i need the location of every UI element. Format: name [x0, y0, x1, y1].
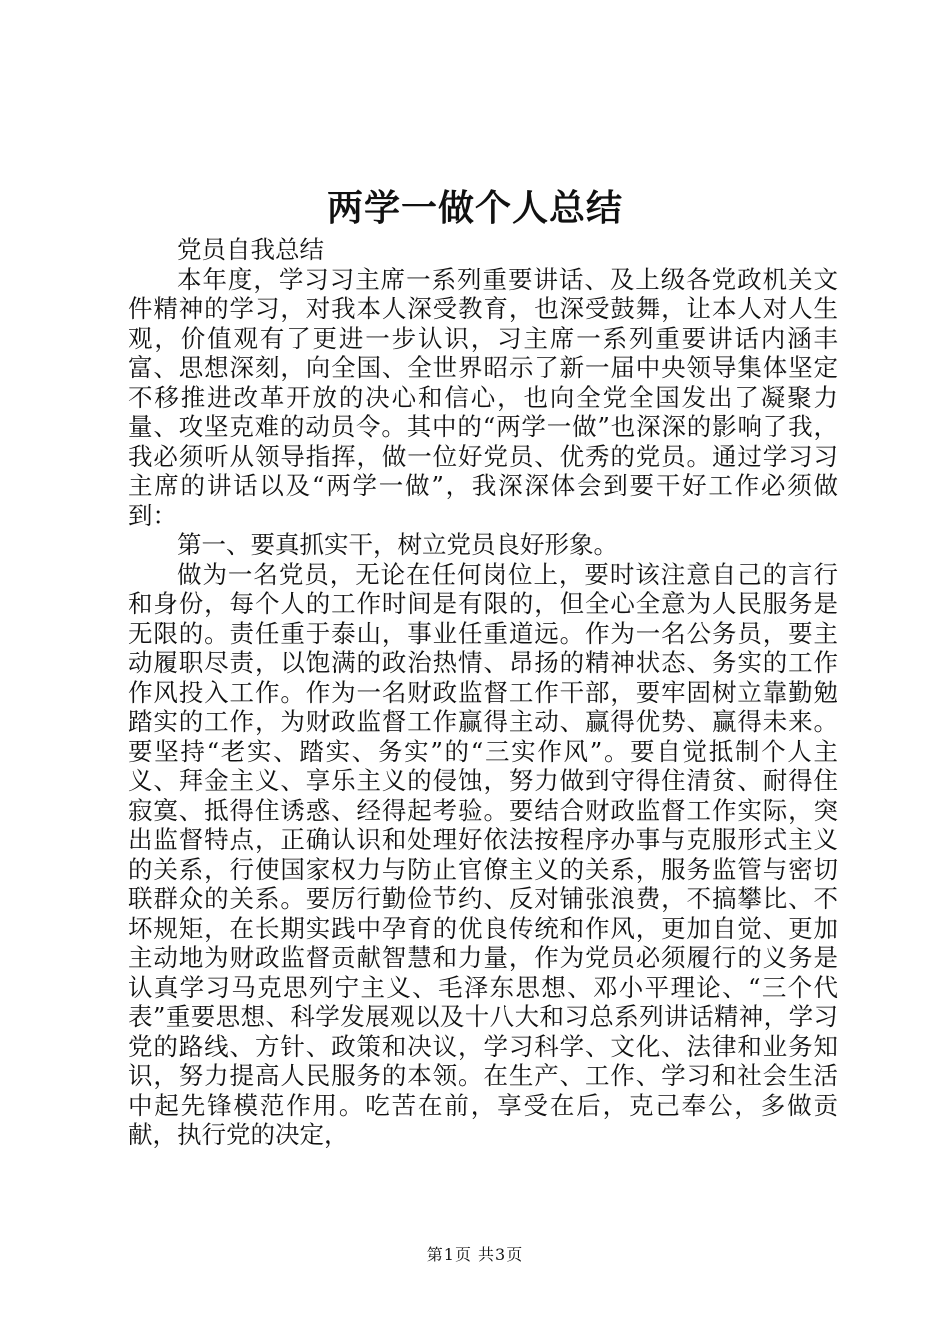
paragraph-heading-first: 第一、要真抓实干，树立党员良好形象。 — [177, 530, 618, 559]
paragraph-subtitle: 党员自我总结 — [177, 235, 324, 264]
document-title: 两学一做个人总结 — [326, 187, 623, 229]
paragraph-intro: 本年度，学习习主席一系列重要讲话、及上级各党政机关文件精神的学习，对我本人深受教育，也深受鼓舞，让本人对人生观，价值观有了更进一步认识，习主席一系列重要讲话内涵丰富、思想深刻，向全国、全世界昭示了新一届中央领导集体坚定不移推进改革开放的决心和信心，也向全党全国发出了凝聚力量、攻坚克难的动员令。其中的“两学一做”也深深的影响了我，我必须听从领导指挥，做一位好党员、优秀的党员。通过学习习主席的讲话以及“两学一做”，我深深体会到要干好工作必须做到： — [128, 264, 838, 530]
paragraph-body: 做为一名党员，无论在任何岗位上，要时该注意自己的言行和身份，每个人的工作时间是有限的，但全心全意为人民服务是无限的。责任重于泰山，事业任重道远。作为一名公务员，要主动履职尽责，以饱满的政治热情、昂扬的精神状态、务实的工作作风投入工作。作为一名财政监督工作干部，要牢固树立靠勤勉踏实的工作，为财政监督工作赢得主动、赢得优势、赢得未来。要坚持“老实、踏实、务实”的“三实作风”。要自觉抵制个人主义、拜金主义、享乐主义的侵蚀，努力做到守得住清贫、耐得住寂寞、抵得住诱惑、经得起考验。要结合财政监督工作实际，突出监督特点，正确认识和处理好依法按程序办事与克服形式主义的关系，行使国家权力与防止官僚主义的关系，服务监管与密切联群众的关系。要厉行勤俭节约、反对铺张浪费，不搞攀比、不坏规矩，在长期实践中孕育的优良传统和作风，更加自觉、更加主动地为财政监督贡献智慧和力量，作为党员必须履行的义务是认真学习马克思列宁主义、毛泽东思想、邓小平理论、“三个代表”重要思想、科学发展观以及十八大和习总系列讲话精神，学习党的路线、方针、政策和决议，学习科学、文化、法律和业务知识，努力提高人民服务的本领。在生产、工作、学习和社会生活中起先锋模范作用。吃苦在前，享受在后，克己奉公，多做贡献，执行党的决定， — [128, 559, 838, 1149]
page-footer: 第1页 共3页 — [426, 1245, 524, 1264]
document-body — [128, 235, 838, 1150]
